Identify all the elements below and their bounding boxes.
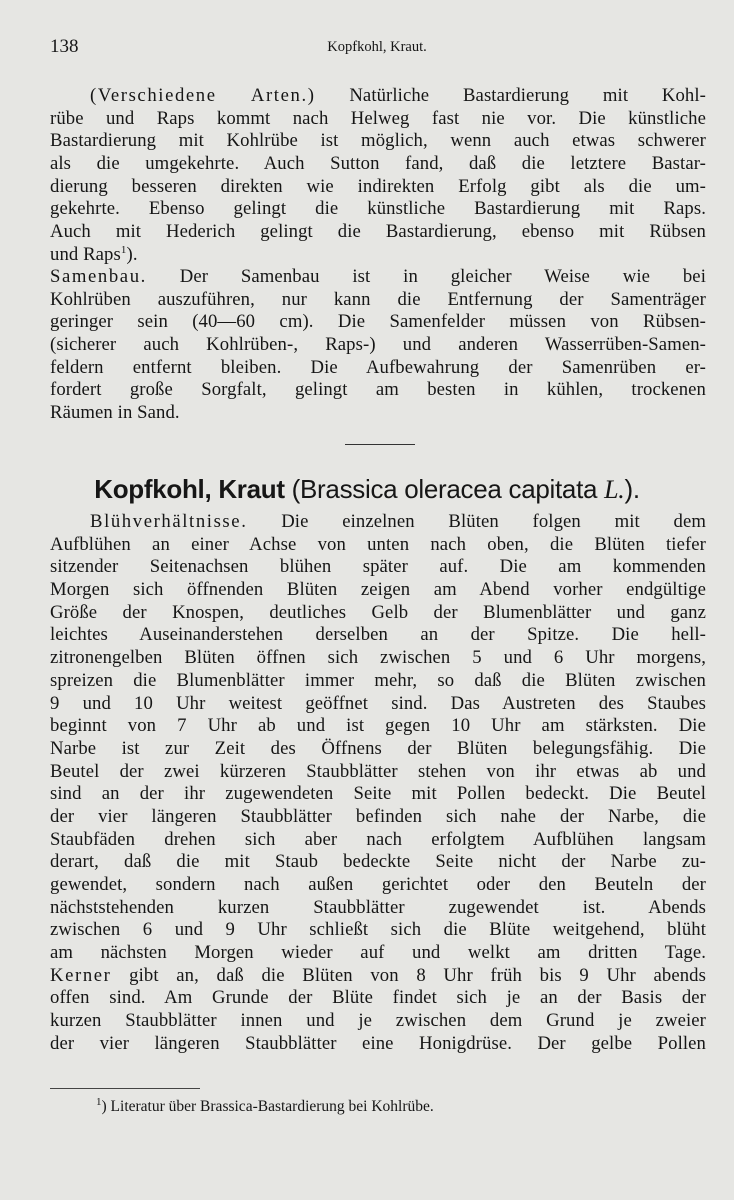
footnote-marker-close: ) (101, 1098, 107, 1115)
footnote-text: Literatur über Brassica-Bastardierung bei Kohlrübe. (106, 1098, 434, 1115)
text-line: Staubfäden drehen sich aber nach erfolgtem Aufblühen langsam (50, 828, 706, 850)
text-line (50, 244, 706, 267)
text-line: Bastardierung mit Kohlrübe ist möglich, wenn auch etwas schwerer (50, 130, 706, 152)
section-heading-main: Kopfkohl, Kraut (94, 474, 285, 504)
author-name: Kerner (50, 964, 112, 986)
paragraph-label: Samenbau. (50, 266, 147, 287)
text-line: Morgen sich öffnenden Blüten zeigen am Abend vorher endgültige (50, 579, 706, 601)
text-line: gewendet, sondern nach außen gerichtet oder den Beuteln der (50, 874, 706, 895)
text-line: fordert große Sorgfalt, gelingt am besten in kühlen, trockenen (50, 379, 706, 401)
text-line: geringer sein (40—60 cm). Die Samenfelder müssen von Rübsen- (50, 311, 706, 333)
text-span: gibt an, daß die Blüten von 8 Uhr früh bis 9 Uhr abends (111, 964, 706, 986)
page-header (50, 36, 704, 60)
text-line: Kohlrüben auszuführen, nur kann die Entfernung der Samenträger (50, 288, 706, 310)
section-heading-latin: (Brassica oleracea capitata (284, 474, 605, 504)
footnote (96, 1095, 434, 1116)
text-line: zwischen 6 und 9 Uhr schließt sich die Blüte weitgehend, blüht (50, 919, 706, 941)
paragraph-verschiedene-arten (50, 85, 706, 267)
text-line: dierung besseren direkten wie indirekten Erfolg gibt als die um- (50, 175, 706, 197)
text-line: sitzender Seitenachsen blühen später auf. Die am kommenden (50, 556, 706, 578)
text-line: leichtes Auseinanderstehen derselben an der Spitze. Die hell- (50, 624, 706, 646)
text-span: und Raps (50, 243, 121, 265)
text-line: (sicherer auch Kohlrüben-, Raps-) und anderen Wasserrüben-Samen- (50, 334, 706, 356)
text-line: Aufblühen an einer Achse von unten nach oben, die Blüten tiefer (50, 533, 706, 555)
paragraph-label: (Verschiedene Arten.) (90, 85, 316, 106)
text-line (50, 266, 706, 289)
text-line: der vier längeren Staubblätter eine Honigdrüse. Der gelbe Pollen (50, 1032, 706, 1054)
section-heading-author: L. (604, 475, 625, 504)
text-line: kurzen Staubblätter innen und je zwischen dem Grund je zweier (50, 1010, 706, 1032)
text-span: Natürliche Bastardierung mit Kohl- (315, 85, 706, 106)
text-line: zitronengelben Blüten öffnen sich zwischen 5 und 6 Uhr morgens, (50, 647, 706, 669)
text-line: 9 und 10 Uhr weitest geöffnet sind. Das Austreten des Staubes (50, 692, 706, 714)
text-line: Räumen in Sand. (50, 402, 180, 424)
text-line: nächststehenden kurzen Staubblätter zugewendet ist. Abends (50, 896, 706, 918)
text-line: derart, daß die mit Staub bedeckte Seite nicht der Narbe zu- (50, 851, 706, 873)
paragraph-samenbau (50, 266, 706, 425)
section-heading-close: ). (624, 474, 640, 504)
text-line: Beutel der zwei kürzeren Staubblätter stehen von ihr etwas ab und (50, 760, 706, 782)
text-line (50, 965, 706, 988)
text-line: sind an der ihr zugewendeten Seite mit Pollen bedeckt. Die Beutel (50, 783, 706, 805)
text-line: rübe und Raps kommt nach Helweg fast nie vor. Die künstliche (50, 107, 706, 129)
text-line: der vier längeren Staubblätter befinden sich nahe der Narbe, die (50, 805, 706, 827)
text-line: beginnt von 7 Uhr ab und ist gegen 10 Uhr am stärksten. Die (50, 715, 706, 737)
text-line: am nächsten Morgen wieder auf und welkt am dritten Tage. (50, 942, 706, 964)
text-line (50, 85, 706, 108)
page-number: 138 (50, 36, 79, 57)
running-head: Kopfkohl, Kraut. (327, 39, 427, 55)
footnote-marker: 1 (96, 1095, 102, 1108)
text-line: gekehrte. Ebenso gelingt die künstliche Bastardierung mit Raps. (50, 198, 706, 220)
text-line: Größe der Knospen, deutliches Gelb der Blumenblätter und ganz (50, 601, 706, 623)
section-divider (345, 444, 415, 445)
section-heading (0, 474, 734, 505)
text-line: als die umgekehrte. Auch Sutton fand, daß die letztere Bastar- (50, 153, 706, 175)
text-line: feldern entfernt bleiben. Die Aufbewahrung der Samenrüben er- (50, 356, 706, 378)
footnote-rule (50, 1088, 200, 1089)
text-line: spreizen die Blumenblätter immer mehr, so daß die Blüten zwischen (50, 669, 706, 691)
text-span: ). (126, 243, 138, 265)
text-line: Auch mit Hederich gelingt die Bastardierung, ebenso mit Rübsen (50, 221, 706, 243)
text-line (50, 511, 706, 534)
footnote-reference: 1 (120, 243, 127, 256)
text-line: Narbe ist zur Zeit des Öffnens der Blüten belegungsfähig. Die (50, 737, 706, 759)
text-span: Der Samenbau ist in gleicher Weise wie bei (146, 266, 706, 287)
text-span: Die einzelnen Blüten folgen mit dem (247, 511, 706, 532)
text-line: offen sind. Am Grunde der Blüte findet sich je an der Basis der (50, 987, 706, 1009)
paragraph-bluehverhaeltnisse (50, 511, 706, 1056)
paragraph-label: Blühverhältnisse. (90, 511, 248, 532)
